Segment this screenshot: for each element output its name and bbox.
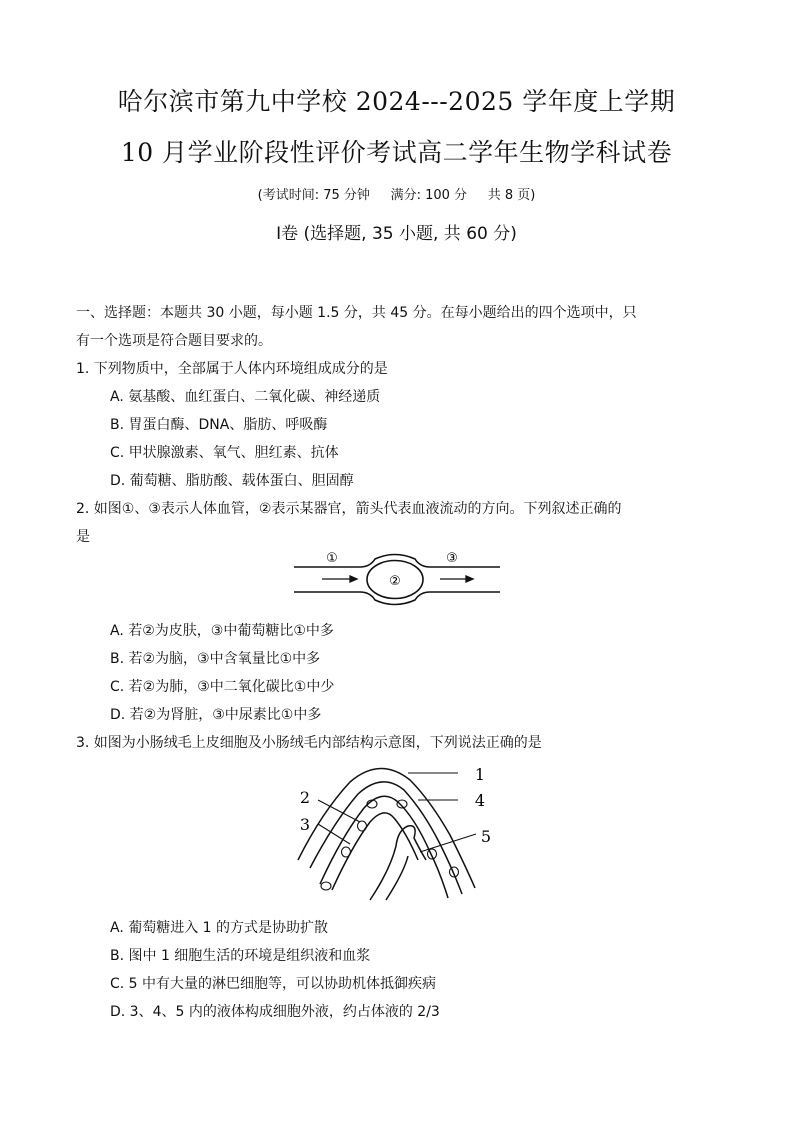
flow-arrowhead-left bbox=[350, 576, 357, 582]
instructions-line2: 有一个选项是符合题目要求的。 bbox=[76, 333, 272, 349]
section-title: Ⅰ卷 (选择题, 35 小题, 共 60 分) bbox=[276, 224, 517, 244]
lacteal-outline bbox=[370, 826, 426, 900]
exam-title-line1: 哈尔滨市第九中学校 2024---2025 学年度上学期 bbox=[117, 87, 676, 116]
label-5: 5 bbox=[480, 827, 492, 846]
q2-option-d: D. 若②为肾脏，③中尿素比①中多 bbox=[110, 707, 322, 723]
label-vessel-3: ③ bbox=[446, 551, 458, 566]
q2-stem-cont: 是 bbox=[76, 529, 90, 545]
pointer-5 bbox=[420, 834, 476, 852]
label-3: 3 bbox=[299, 815, 311, 834]
cell-5 bbox=[321, 882, 331, 890]
label-2: 2 bbox=[299, 788, 311, 807]
capillary-inner bbox=[332, 813, 418, 890]
intestinal-villus-figure bbox=[290, 760, 505, 902]
q1-option-b: B. 胃蛋白酶、DNA、脂肪、呼吸酶 bbox=[110, 417, 328, 433]
cell-3 bbox=[358, 821, 367, 831]
q1-option-c: C. 甲状腺激素、氧气、胆红素、抗体 bbox=[110, 445, 339, 461]
blood-vessel-figure bbox=[290, 545, 505, 607]
q3-stem: 3. 如图为小肠绒毛上皮细胞及小肠绒毛内部结构示意图，下列说法正确的是 bbox=[76, 735, 542, 751]
q3-option-d: D. 3、4、5 内的液体构成细胞外液，约占体液的 2/3 bbox=[110, 1004, 440, 1020]
q1-option-a: A. 氨基酸、血红蛋白、二氧化碳、神经递质 bbox=[110, 389, 381, 405]
q2-option-a: A. 若②为皮肤，③中葡萄糖比①中多 bbox=[110, 623, 334, 639]
label-1: 1 bbox=[474, 765, 486, 784]
q2-stem: 2. 如图①、③表示人体血管，②表示某器官，箭头代表血液流动的方向。下列叙述正确的 bbox=[76, 501, 622, 517]
q1-option-d: D. 葡萄糖、脂肪酸、载体蛋白、胆固醇 bbox=[110, 473, 354, 489]
villus-inner-wall bbox=[310, 782, 462, 894]
cell-4 bbox=[342, 847, 351, 857]
label-4: 4 bbox=[474, 791, 486, 810]
q1-stem: 1. 下列物质中，全部属于人体内环境组成成分的是 bbox=[76, 361, 388, 377]
label-vessel-1: ① bbox=[326, 551, 338, 566]
q2-option-b: B. 若②为脑，③中含氧量比①中多 bbox=[110, 651, 321, 667]
flow-arrowhead-right bbox=[466, 576, 473, 582]
exam-meta: (考试时间: 75 分钟 满分: 100 分 共 8 页) bbox=[257, 188, 536, 203]
exam-title-line2: 10 月学业阶段性评价考试高二学年生物学科试卷 bbox=[120, 138, 673, 167]
lacteal-inner bbox=[386, 856, 408, 900]
q2-option-c: C. 若②为肺，③中二氧化碳比①中少 bbox=[110, 679, 335, 695]
q3-option-b: B. 图中 1 细胞生活的环境是组织液和血浆 bbox=[110, 948, 371, 964]
q3-option-c: C. 5 中有大量的淋巴细胞等，可以协助机体抵御疾病 bbox=[110, 976, 437, 992]
label-organ-2: ② bbox=[389, 574, 401, 589]
instructions-line1: 一、选择题：本题共 30 小题，每小题 1.5 分，共 45 分。在每小题给出的四个选项中，只 bbox=[76, 305, 637, 321]
q3-option-a: A. 葡萄糖进入 1 的方式是协助扩散 bbox=[110, 920, 329, 936]
